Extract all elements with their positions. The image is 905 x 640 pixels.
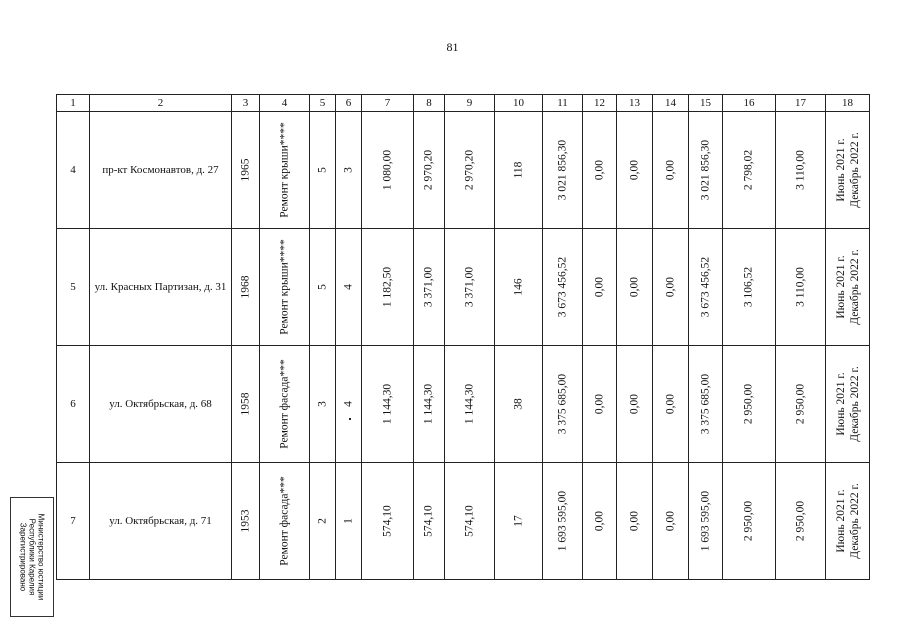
col10-value: 38 — [512, 398, 524, 410]
year-cell — [232, 112, 260, 229]
col12-value: 0,00 — [593, 393, 605, 415]
period-cell — [826, 346, 870, 463]
col8-value: 1 144,30 — [422, 383, 435, 425]
period-end: Декабрь 2022 г. — [848, 249, 861, 325]
col10-value: 146 — [512, 278, 524, 296]
col16-value: 3 106,52 — [742, 266, 755, 308]
building-address: ул. Октябрьская, д. 68 — [90, 346, 232, 463]
col16-cell — [723, 229, 776, 346]
header-cell: 12 — [583, 95, 617, 112]
table-row — [57, 346, 870, 463]
col17-value: 2 950,00 — [794, 383, 806, 425]
row-number: 6 — [57, 346, 90, 463]
header-cell: 8 — [414, 95, 445, 112]
col15-value: 3 021 856,30 — [699, 139, 711, 201]
stamp-line: Зарегистрировано — [18, 522, 28, 592]
col5-cell — [310, 463, 336, 580]
col11-cell — [543, 463, 583, 580]
col7-value: 1 144,30 — [381, 383, 393, 425]
period-end: Декабрь 2022 г. — [848, 132, 861, 208]
col9-cell — [445, 229, 495, 346]
register-table — [56, 94, 870, 580]
col13-value: 0,00 — [628, 393, 640, 415]
col5-cell — [310, 346, 336, 463]
col7-cell — [362, 346, 414, 463]
work-type: Ремонт крыши**** — [278, 122, 290, 218]
period-cell — [826, 229, 870, 346]
col8-cell — [414, 229, 445, 346]
header-cell: 18 — [826, 95, 870, 112]
col9-value: 3 371,00 — [463, 266, 475, 308]
col8-value: 574,10 — [422, 505, 435, 537]
work-period — [834, 132, 862, 208]
col11-value: 1 693 595,00 — [556, 490, 568, 552]
row-number: 5 — [57, 229, 90, 346]
period-start: Июнь 2021 г. — [834, 138, 847, 202]
col9-value: 574,10 — [463, 505, 475, 537]
row-number: 7 — [57, 463, 90, 580]
col6-cell — [336, 463, 362, 580]
work-type-cell — [260, 112, 310, 229]
table-row — [57, 229, 870, 346]
col9-value: 2 970,20 — [463, 149, 475, 191]
work-period — [834, 249, 862, 325]
col5-value: 2 — [316, 518, 328, 524]
col6-value: 3 — [342, 167, 354, 173]
col5-value: 5 — [316, 167, 328, 173]
col17-value: 2 950,00 — [794, 500, 806, 542]
col15-value: 3 375 685,00 — [699, 373, 711, 435]
col5-value: 3 — [316, 401, 328, 407]
col12-value: 0,00 — [593, 276, 605, 298]
col10-cell — [495, 229, 543, 346]
col14-value: 0,00 — [664, 393, 676, 415]
col9-value: 1 144,30 — [463, 383, 475, 425]
col5-value: 5 — [316, 284, 328, 290]
col9-cell — [445, 346, 495, 463]
col12-value: 0,00 — [593, 510, 605, 532]
building-address: ул. Октябрьская, д. 71 — [90, 463, 232, 580]
header-cell: 16 — [723, 95, 776, 112]
period-start: Июнь 2021 г. — [834, 489, 847, 553]
stamp-line: Республики Карелия — [27, 518, 37, 596]
col14-value: 0,00 — [664, 159, 676, 181]
work-period — [834, 483, 862, 559]
year-built: 1965 — [239, 158, 251, 182]
col12-cell — [583, 346, 617, 463]
col6-value: 1 — [342, 518, 354, 524]
header-cell: 15 — [689, 95, 723, 112]
col17-cell — [776, 112, 826, 229]
work-type-cell — [260, 463, 310, 580]
col12-value: 0,00 — [593, 159, 605, 181]
year-cell — [232, 346, 260, 463]
col6-value: 4 — [342, 284, 354, 290]
col7-value: 574,10 — [381, 505, 393, 537]
col8-cell — [414, 463, 445, 580]
header-cell: 17 — [776, 95, 826, 112]
header-cell: 10 — [495, 95, 543, 112]
col17-value: 3 110,00 — [794, 267, 806, 307]
header-cell: 14 — [653, 95, 689, 112]
col6-cell — [336, 229, 362, 346]
header-cell: 7 — [362, 95, 414, 112]
col14-cell — [653, 346, 689, 463]
year-cell — [232, 463, 260, 580]
work-type: Ремонт фасада*** — [278, 476, 290, 566]
page-number: 81 — [446, 40, 459, 54]
col6-cell — [336, 346, 362, 463]
scan-speck — [349, 418, 351, 420]
period-end: Декабрь 2022 г. — [848, 366, 861, 442]
col15-cell — [689, 112, 723, 229]
period-end: Декабрь 2022 г. — [848, 483, 861, 559]
col12-cell — [583, 463, 617, 580]
building-address: ул. Красных Партизан, д. 31 — [90, 229, 232, 346]
col17-cell — [776, 463, 826, 580]
col10-value: 17 — [512, 515, 524, 527]
col10-value: 118 — [512, 161, 524, 179]
work-period — [834, 366, 862, 442]
col14-value: 0,00 — [664, 276, 676, 298]
header-cell: 5 — [310, 95, 336, 112]
col7-cell — [362, 463, 414, 580]
col16-value: 2 950,00 — [742, 383, 755, 425]
col8-cell — [414, 112, 445, 229]
col8-value: 2 970,20 — [422, 149, 435, 191]
table-row — [57, 112, 870, 229]
col16-cell — [723, 346, 776, 463]
col7-cell — [362, 112, 414, 229]
col13-cell — [617, 463, 653, 580]
building-address: пр-кт Космонавтов, д. 27 — [90, 112, 232, 229]
header-cell: 2 — [90, 95, 232, 112]
col15-value: 3 673 456,52 — [699, 256, 711, 318]
work-type: Ремонт фасада*** — [278, 359, 290, 449]
year-built: 1953 — [239, 509, 251, 533]
registration-stamp — [10, 497, 54, 617]
col15-value: 1 693 595,00 — [699, 490, 711, 552]
stamp-text — [19, 514, 46, 601]
period-start: Июнь 2021 г. — [834, 255, 847, 319]
col12-cell — [583, 229, 617, 346]
col11-value: 3 673 456,52 — [556, 256, 568, 318]
col16-value: 2 798,02 — [742, 149, 755, 191]
year-built: 1958 — [239, 392, 251, 416]
col13-value: 0,00 — [628, 159, 640, 181]
col13-value: 0,00 — [628, 276, 640, 298]
col9-cell — [445, 112, 495, 229]
header-cell: 4 — [260, 95, 310, 112]
col10-cell — [495, 463, 543, 580]
col14-cell — [653, 112, 689, 229]
work-type-cell — [260, 346, 310, 463]
period-cell — [826, 112, 870, 229]
col15-cell — [689, 229, 723, 346]
period-start: Июнь 2021 г. — [834, 372, 847, 436]
year-cell — [232, 229, 260, 346]
header-cell: 9 — [445, 95, 495, 112]
col17-cell — [776, 229, 826, 346]
col9-cell — [445, 463, 495, 580]
col16-value: 2 950,00 — [742, 500, 755, 542]
col7-value: 1 182,50 — [381, 266, 393, 308]
col6-cell — [336, 112, 362, 229]
col10-cell — [495, 112, 543, 229]
col17-value: 3 110,00 — [794, 150, 806, 190]
row-number: 4 — [57, 112, 90, 229]
header-cell: 6 — [336, 95, 362, 112]
header-cell: 1 — [57, 95, 90, 112]
col8-value: 3 371,00 — [422, 266, 435, 308]
col15-cell — [689, 463, 723, 580]
col11-cell — [543, 112, 583, 229]
col5-cell — [310, 229, 336, 346]
col17-cell — [776, 346, 826, 463]
col13-cell — [617, 346, 653, 463]
period-cell — [826, 463, 870, 580]
column-number-header — [57, 95, 870, 112]
col13-value: 0,00 — [628, 510, 640, 532]
col16-cell — [723, 112, 776, 229]
year-built: 1968 — [239, 275, 251, 299]
col6-value: 4 — [342, 401, 354, 407]
col12-cell — [583, 112, 617, 229]
col11-cell — [543, 229, 583, 346]
col11-cell — [543, 346, 583, 463]
work-type-cell — [260, 229, 310, 346]
col8-cell — [414, 346, 445, 463]
col14-cell — [653, 463, 689, 580]
col5-cell — [310, 112, 336, 229]
col10-cell — [495, 346, 543, 463]
header-cell: 11 — [543, 95, 583, 112]
col7-cell — [362, 229, 414, 346]
stamp-line: Министерство юстиции — [36, 513, 46, 601]
col7-value: 1 080,00 — [381, 149, 393, 191]
col16-cell — [723, 463, 776, 580]
col11-value: 3 375 685,00 — [556, 373, 568, 435]
col11-value: 3 021 856,30 — [556, 139, 568, 201]
col14-cell — [653, 229, 689, 346]
col13-cell — [617, 229, 653, 346]
col14-value: 0,00 — [664, 510, 676, 532]
header-cell: 13 — [617, 95, 653, 112]
header-cell: 3 — [232, 95, 260, 112]
table-row — [57, 463, 870, 580]
col13-cell — [617, 112, 653, 229]
work-type: Ремонт крыши**** — [278, 239, 290, 335]
col15-cell — [689, 346, 723, 463]
